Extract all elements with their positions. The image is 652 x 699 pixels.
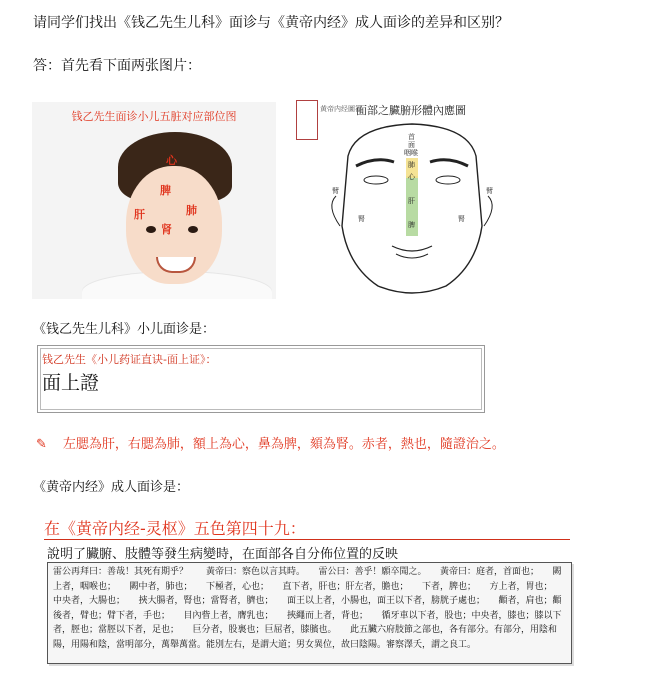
label-throat: 咽喉 <box>404 149 418 157</box>
diagram-seal-text: 黄帝内经圖福 <box>320 105 362 113</box>
label-kidney-left: 腎 <box>358 215 365 223</box>
right-eye <box>188 226 198 233</box>
neijing-text-box <box>47 562 572 664</box>
question-text: 请同学们找出《钱乙先生儿科》面诊与《黄帝内经》成人面诊的差异和区别？ <box>33 15 509 31</box>
neijing-body-text: 雷公再拜曰：善哉！其死有期乎？ 黃帝曰：察色以言其時。 雷公曰：善乎！願卒聞之。 黃帝曰：庭者，首面也； 闕上者，咽喉也； 闕中者，肺也； 下極者，心也； 直下者，肝也；肝左者，膽也； 下者，脾也； 方上者，胃也； 中央者，大腸也； 挾大腸者，腎也；當腎者，臍也； 面王以上者，小腸也，面王以下者，膀胱子處也； 顴者，肩也；顴後者，臂也；臂下者，手也； 目內眥上者，膺乳也； 挾繩而上者，背也； 循牙車以下者，股也；中央者，膝也；膝以下者，脛也；當脛以下者，足也； 巨分者，股裏也；巨屈者，膝臏也。 此五臟六府肢節之部也，各有部分。有部分，用陰和陽，用陽和陰，當明部分，萬舉萬當。能別左右，是謂大道；男女異位，故曰陰陽。審察澤夭，謂之良工。 <box>53 567 567 650</box>
label-heart: 心 <box>408 173 415 181</box>
section1-heading: 《钱乙先生儿科》小儿面诊是： <box>33 322 216 337</box>
title-rule <box>44 539 570 540</box>
label-spleen: 脾 <box>408 221 415 229</box>
section2-heading: 《黄帝内经》成人面诊是： <box>33 480 190 495</box>
label-arm-right: 臂 <box>486 187 493 195</box>
neijing-description: 說明了臟腑、肢體等發生病變時，在面部各自分佈位置的反映 <box>47 547 399 562</box>
quote1-box <box>37 345 485 413</box>
quote1-reference: 钱乙先生《小儿药证直诀-面上证》： <box>42 353 217 366</box>
label-top1: 首 <box>408 133 415 141</box>
label-top2: 面 <box>408 141 415 149</box>
label-kidney-right: 腎 <box>458 215 465 223</box>
label-spleen: 脾 <box>160 184 171 197</box>
answer-intro: 答：首先看下面两张图片： <box>33 58 201 74</box>
label-lung: 肺 <box>186 204 197 217</box>
diagram-title: 面部之臟腑形體內應圖 <box>356 104 466 117</box>
label-arm-left: 臂 <box>332 187 339 195</box>
label-lung: 肺 <box>408 161 415 169</box>
child-face-map-image <box>32 102 276 299</box>
quote1-big-text: 面上證 <box>42 372 100 394</box>
left-eye <box>146 226 156 233</box>
note-line <box>36 433 505 452</box>
note-text: 左腮為肝，右腮為肺，額上為心，鼻為脾，頦為腎。赤者，熱也，隨證治之。 <box>62 437 505 452</box>
pencil-icon: ✎ <box>36 437 47 452</box>
label-kidney: 肾 <box>161 223 172 236</box>
label-liver: 肝 <box>134 208 145 221</box>
photo-caption: 钱乙先生面诊小儿五脏对应部位图 <box>71 110 237 123</box>
neijing-title: 在《黄帝内经-灵枢》五色第四十九： <box>44 519 306 538</box>
label-heart: 心 <box>166 154 177 167</box>
neijing-face-diagram <box>296 96 528 300</box>
label-liver: 肝 <box>408 197 415 205</box>
